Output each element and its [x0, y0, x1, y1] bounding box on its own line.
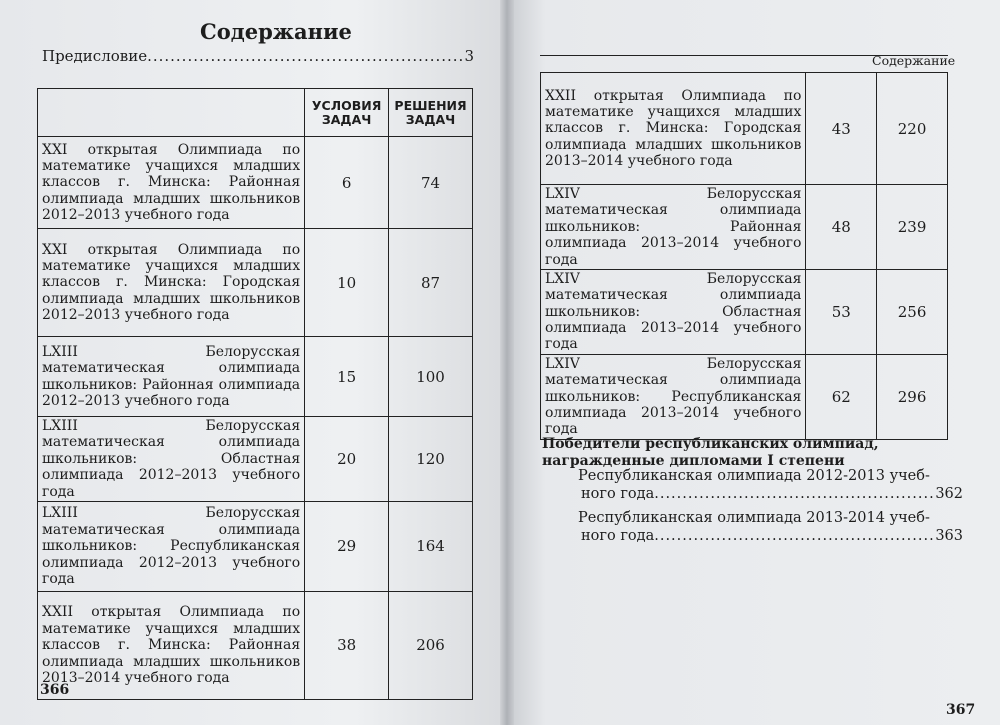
page-title: Содержание [200, 19, 352, 44]
table-row [541, 185, 948, 270]
row-problems-page: 15 [305, 337, 389, 417]
row-solutions-page: 100 [389, 337, 473, 417]
row-problems-page: 62 [806, 354, 877, 439]
row-solutions-page: 220 [877, 73, 948, 185]
header-problems: УСЛОВИЯ ЗАДАЧ [305, 89, 389, 137]
row-description: XXII открытая Олимпиада по математике учащихся младших классов г. Минска: Районная олимпиада младших школьников 2013–2014 учебного года [38, 591, 305, 699]
row-problems-page: 38 [305, 591, 389, 699]
row-description: LXIV Белорусская математическая олимпиада школьников: Республиканская олимпиада 2013–2014 учебного года [541, 354, 806, 439]
row-solutions-page: 206 [389, 591, 473, 699]
table-row [38, 137, 473, 229]
toc-entry [578, 468, 963, 503]
contents-table-left [37, 88, 473, 700]
row-problems-page: 6 [305, 137, 389, 229]
row-description: LXIII Белорусская математическая олимпиада школьников: Районная олимпиада 2012–2013 учебного года [38, 337, 305, 417]
table-row [38, 501, 473, 591]
preface-entry [42, 47, 474, 65]
row-solutions-page: 87 [389, 229, 473, 337]
table-row [541, 354, 948, 439]
toc-entry-line2: ного года [581, 485, 655, 502]
row-description: LXIII Белорусская математическая олимпиада школьников: Республиканская олимпиада 2012–2013 учебного года [38, 501, 305, 591]
leader-dots [147, 47, 464, 65]
row-problems-page: 53 [806, 269, 877, 354]
header-solutions: РЕШЕНИЯ ЗАДАЧ [389, 89, 473, 137]
row-problems-page: 43 [806, 73, 877, 185]
table-row [541, 269, 948, 354]
leader-dots [654, 528, 935, 546]
table-row [38, 591, 473, 699]
toc-entry-page: 362 [935, 485, 963, 502]
winners-heading: Победители республиканских олимпиад, награжденные дипломами I степени [542, 436, 879, 469]
row-description: LXIV Белорусская математическая олимпиада школьников: Областная олимпиада 2013–2014 учебного года [541, 269, 806, 354]
row-solutions-page: 239 [877, 185, 948, 270]
book-gutter [500, 0, 514, 725]
page-number-left: 366 [40, 682, 70, 698]
row-description: LXIII Белорусская математическая олимпиада школьников: Областная олимпиада 2012–2013 учебного года [38, 417, 305, 502]
page-number-right: 367 [946, 702, 976, 718]
preface-page: 3 [464, 47, 474, 65]
row-problems-page: 48 [806, 185, 877, 270]
table-row [38, 229, 473, 337]
contents-table-right [540, 72, 948, 440]
table-row [541, 73, 948, 185]
toc-entry-line1: Республиканская олимпиада 2012-2013 учеб- [578, 468, 930, 484]
toc-entry-line1: Республиканская олимпиада 2013-2014 учеб- [578, 510, 930, 526]
row-problems-page: 20 [305, 417, 389, 502]
header-rule [540, 55, 948, 56]
toc-entry-line2: ного года [581, 527, 655, 544]
row-problems-page: 29 [305, 501, 389, 591]
row-solutions-page: 74 [389, 137, 473, 229]
row-solutions-page: 120 [389, 417, 473, 502]
row-description: LXIV Белорусская математическая олимпиада школьников: Районная олимпиада 2013–2014 учебного года [541, 185, 806, 270]
row-problems-page: 10 [305, 229, 389, 337]
toc-entry [578, 510, 963, 545]
running-head: Содержание [872, 53, 956, 68]
preface-label: Предисловие [42, 47, 148, 65]
header-blank [38, 89, 305, 137]
row-description: XXI открытая Олимпиада по математике учащихся младших классов г. Минска: Городская олимпиада младших школьников 2012–2013 учебного года [38, 229, 305, 337]
row-description: XXII открытая Олимпиада по математике учащихся младших классов г. Минска: Городская олимпиада младших школьников 2013–2014 учебного года [541, 73, 806, 185]
row-solutions-page: 296 [877, 354, 948, 439]
row-solutions-page: 256 [877, 269, 948, 354]
row-solutions-page: 164 [389, 501, 473, 591]
toc-entry-page: 363 [935, 527, 963, 544]
leader-dots [654, 486, 935, 504]
table-row [38, 417, 473, 502]
table-row [38, 337, 473, 417]
row-description: XXI открытая Олимпиада по математике учащихся младших классов г. Минска: Районная олимпиада младших школьников 2012–2013 учебного года [38, 137, 305, 229]
